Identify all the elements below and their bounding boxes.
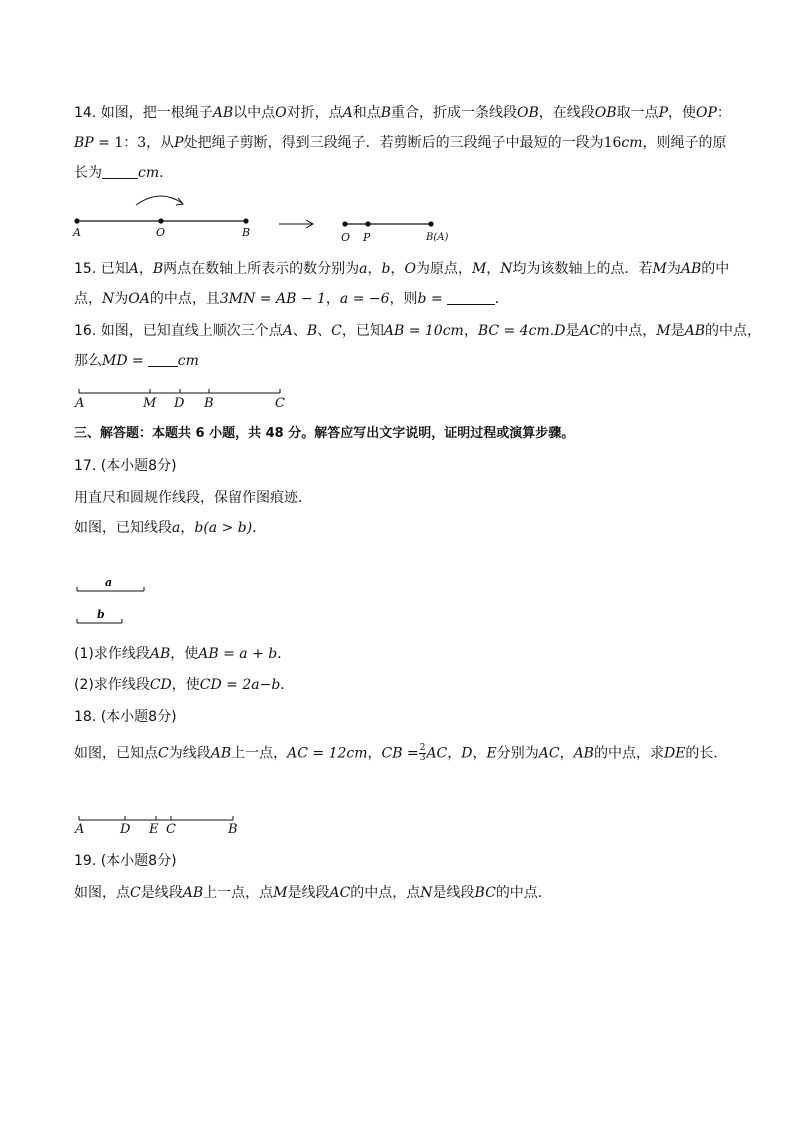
q18-label-B: B — [228, 822, 238, 837]
q14-label-P: P — [363, 231, 371, 244]
q16-label-A: A — [75, 396, 85, 411]
q19-line-1: 如图，点C是线段AB上一点，点M是线段AC的中点，点N是线段BC的中点． — [74, 885, 552, 901]
q14-line-3: 长为 cm． — [74, 165, 174, 181]
q16-line-2: 那么MD = cm — [74, 353, 199, 369]
q18-fraction: $\frac{2}{3}$ — [419, 743, 426, 763]
q19-heading: 19. (本小题8分) — [74, 853, 177, 869]
q18-label-D: D — [120, 822, 131, 837]
q15-line-2: 点，N为OA的中点，且3MN = AB − 1，a = −6，则b = ． — [74, 291, 509, 307]
q14-line-1: 14. 如图，把一根绳子AB以中点O对折，点A和点B重合，折成一条线段OB，在线段OB取一点P，使OP： — [74, 105, 731, 121]
q18-line-1: 如图，已知点C为线段AB上一点，AC = 12cm，CB = $\frac{2}{3}$ AC，D，E分别为AC，AB的中点，求DE的长． — [74, 743, 728, 763]
section-3-heading: 三、解答题：本题共 6 小题，共 48 分。解答应写出文字说明，证明过程或演算步骤。 — [74, 426, 575, 441]
q16-label-C: C — [275, 396, 285, 411]
q14-line-2: BP = 1：3，从P处把绳子剪断，得到三段绳子．若剪断后的三段绳子中最短的一段为16cm，则绳子的原 — [74, 135, 727, 151]
q16-label-B: B — [204, 396, 214, 411]
q17-part-1: (1)求作线段AB，使AB = a + b． — [74, 646, 292, 662]
q14-label-O: O — [156, 226, 166, 239]
q16-line-1: 16. 如图，已知直线上顺次三个点A、B、C，已知AB = 10cm，BC = 4cm.D是AC的中点，M是AB的中点， — [74, 323, 762, 339]
q14-label-O2: O — [341, 231, 351, 244]
q14-label-BA: B(A) — [426, 232, 449, 243]
q15-line-1: 15. 已知A，B两点在数轴上所表示的数分别为a，b，O为原点，M，N均为该数轴上的点．若M为AB的中 — [74, 261, 730, 277]
q14-label-B: B — [242, 226, 251, 239]
q16-label-D: D — [174, 396, 185, 411]
q17-line-1: 用直尺和圆规作线段，保留作图痕迹． — [74, 490, 312, 506]
q18-heading: 18. (本小题8分) — [74, 709, 177, 725]
q18-label-A: A — [75, 822, 85, 837]
q18-label-C: C — [166, 822, 176, 837]
q17-line-2: 如图，已知线段a，b(a > b)． — [74, 520, 267, 536]
q17-label-a: a — [105, 576, 113, 589]
q17-part-2: (2)求作线段CD，使CD = 2a−b． — [74, 677, 295, 693]
q17-label-b: b — [97, 608, 105, 621]
q17-heading: 17. (本小题8分) — [74, 458, 177, 474]
q18-label-E: E — [149, 822, 159, 837]
q14-label-A: A — [73, 226, 81, 239]
q16-label-M: M — [143, 396, 157, 411]
